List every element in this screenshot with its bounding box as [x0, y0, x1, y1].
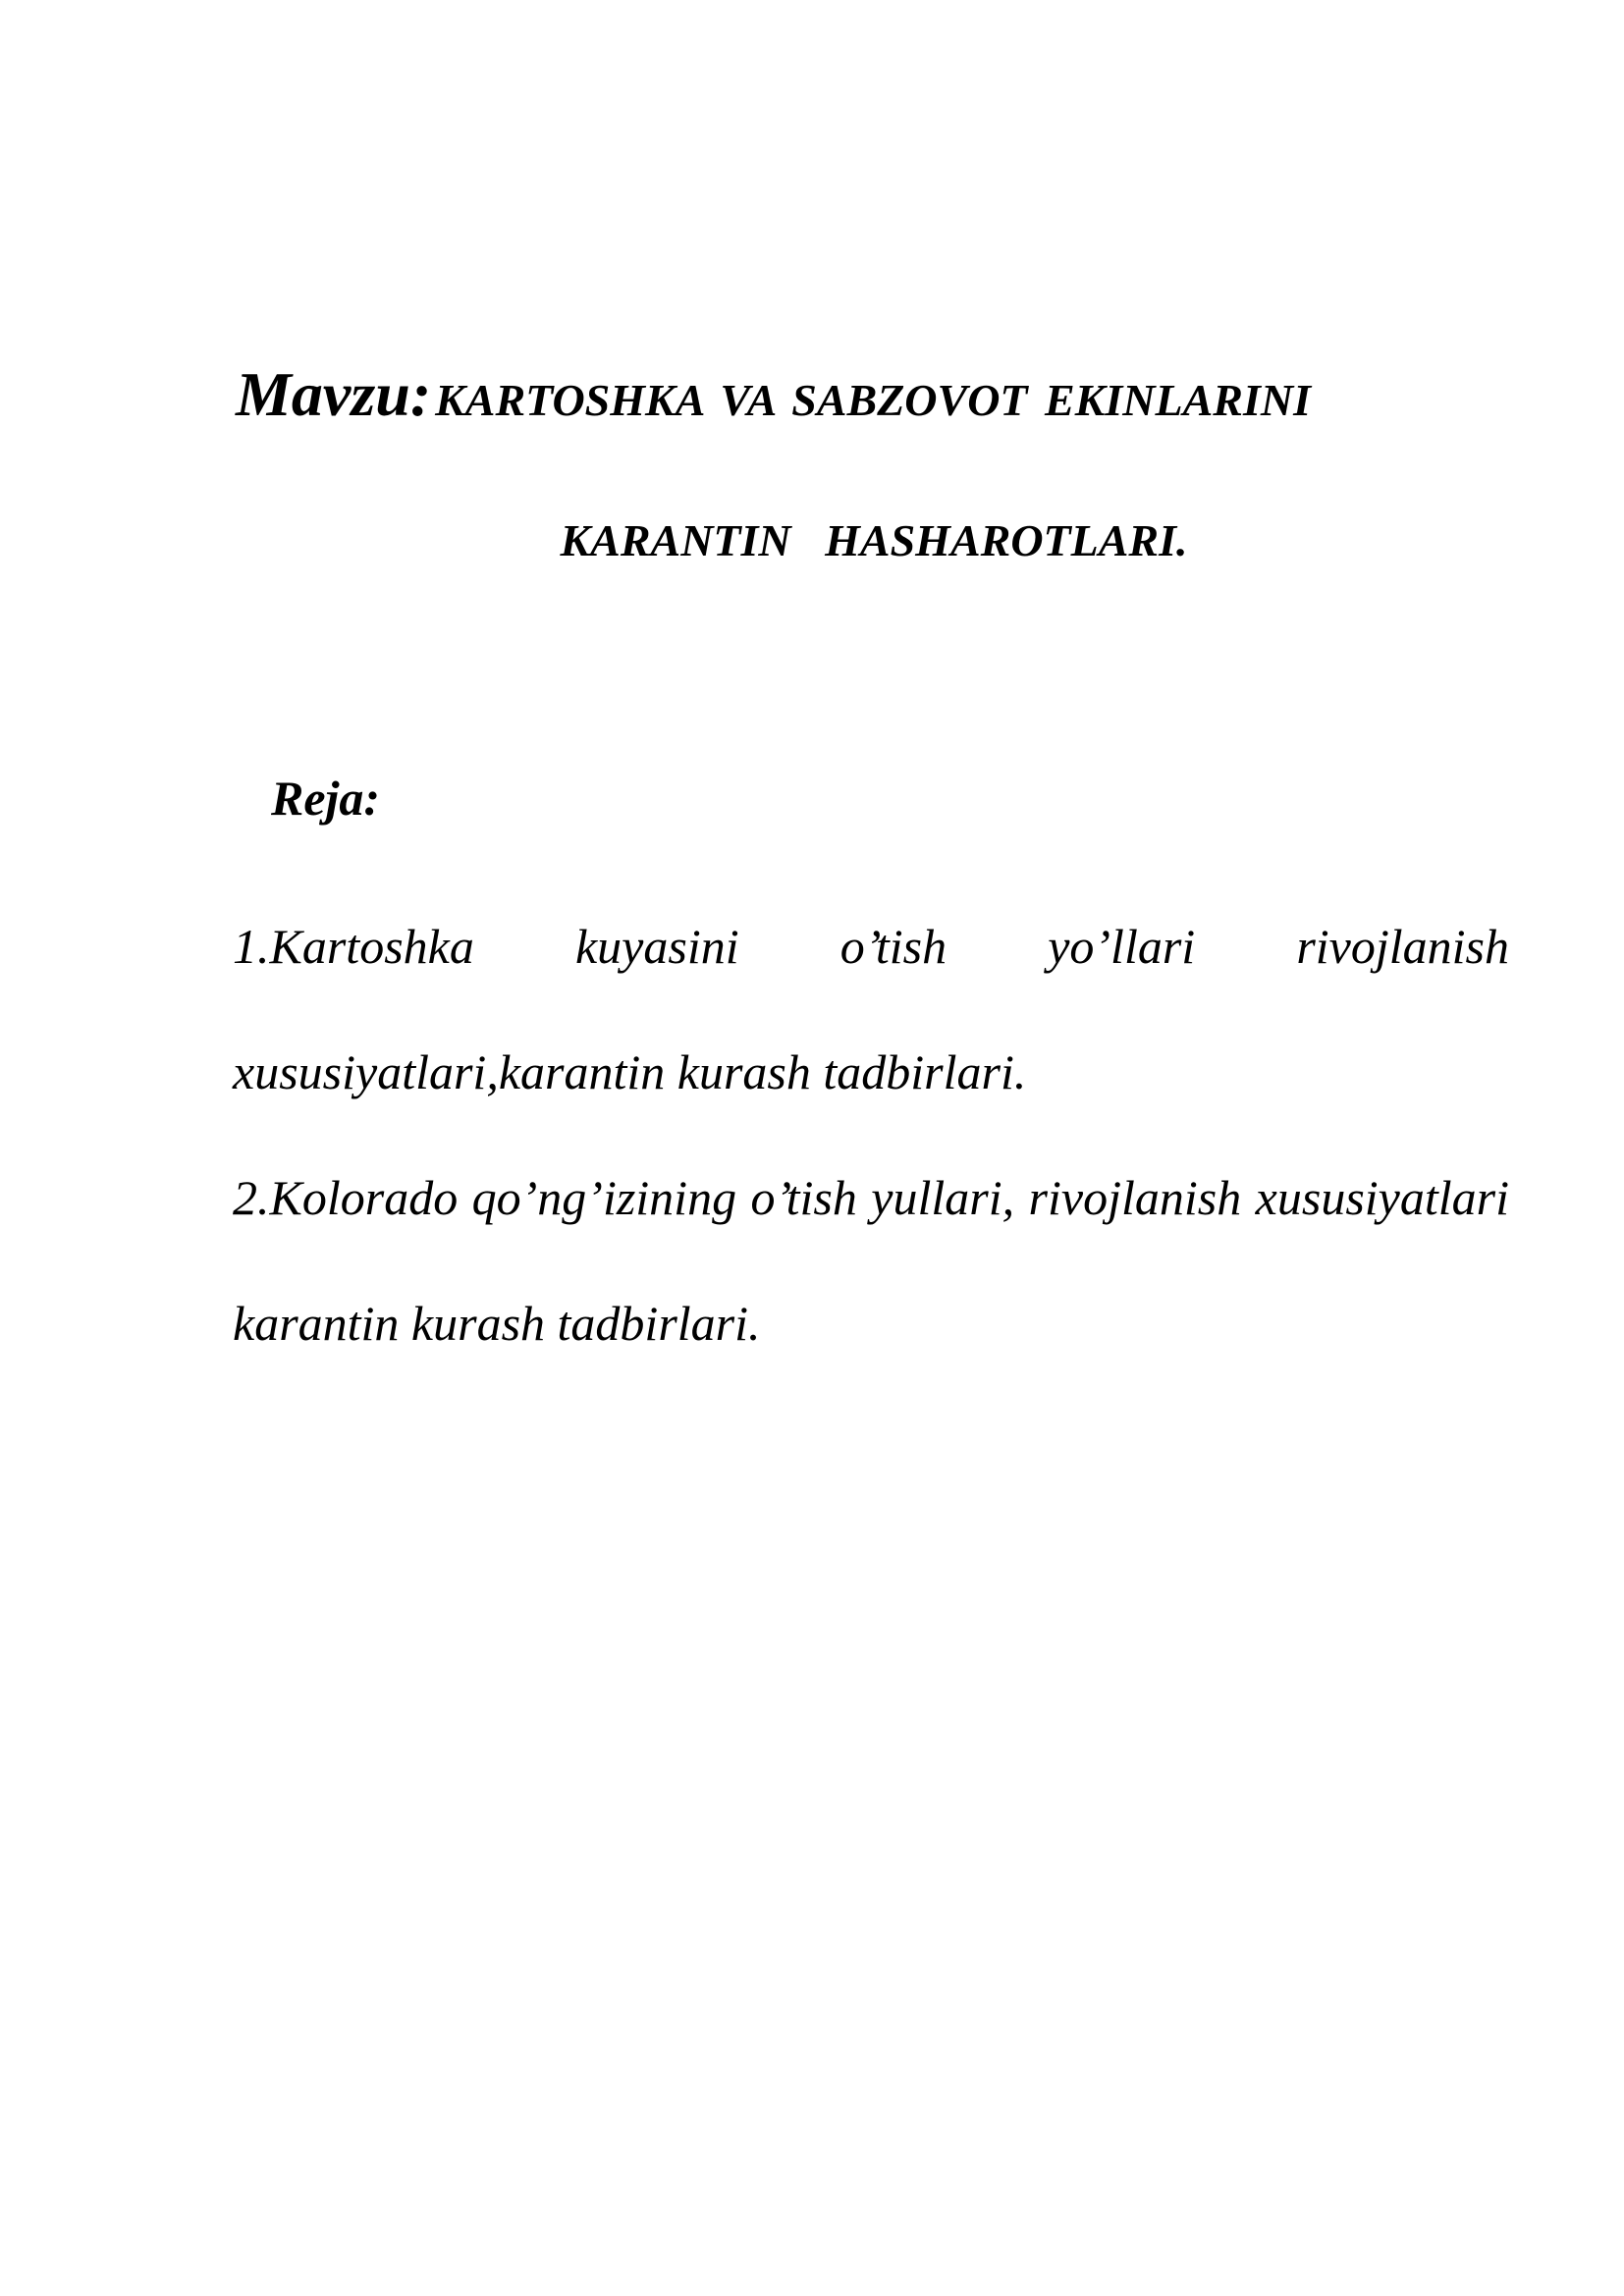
plan-list [233, 883, 1509, 1386]
topic-title-line1: KARTOSHKA VA SABZOVOT EKINLARINI [435, 375, 1311, 425]
plan-item: 2.Kolorado qo’ng’izining o’tish yullari, rivojlanish xususiyatlari karantin kurash tadbirlari. [233, 1170, 1509, 1351]
plan-heading: Reja: [271, 771, 381, 826]
topic-label: Mavzu: [236, 359, 432, 429]
topic-title [236, 359, 1512, 429]
plan-item: 1.Kartoshka kuyasini o’tish yo’llari rivojlanish xususiyatlari,karantin kurash tadbirlari. [233, 919, 1509, 1099]
topic-title-line2: KARANTIN HASHAROTLARI. [560, 515, 1188, 565]
